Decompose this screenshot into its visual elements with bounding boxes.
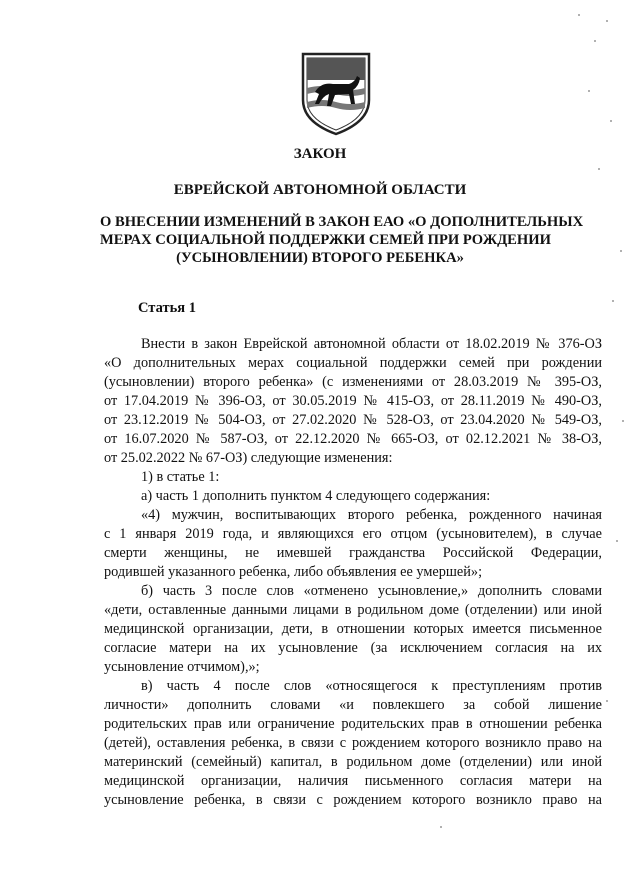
text-line: от 25.02.2022 № 67-ОЗ) следующие изменения: bbox=[104, 450, 393, 466]
text-line: Внести в закон Еврейской автономной области от 18.02.2019 № 376-ОЗ bbox=[141, 336, 602, 352]
coat-of-arms-emblem bbox=[297, 48, 375, 138]
document-subtitle: ЕВРЕЙСКОЙ АВТОНОМНОЙ ОБЛАСТИ bbox=[173, 182, 467, 198]
text-line: родившей указанного ребенка, либо объявления ее умершей»; bbox=[104, 564, 483, 580]
text-line: смерти женщины, не имевшей гражданства Российской Федерации, bbox=[104, 545, 602, 561]
text-line: от 23.12.2019 № 504-ОЗ, от 27.02.2020 № 528-ОЗ, от 23.04.2020 № 549-ОЗ, bbox=[104, 412, 602, 428]
text-line: (усыновлении) второго ребенка» (с изменениями от 28.03.2019 № 395-ОЗ, bbox=[104, 374, 602, 390]
text-line: с 1 января 2019 года, и являющихся его отцом (усыновителем), в случае bbox=[104, 526, 602, 542]
heading-line: О ВНЕСЕНИИ ИЗМЕНЕНИЙ В ЗАКОН ЕАО «О ДОПОЛНИТЕЛЬНЫХ bbox=[100, 214, 584, 230]
text-line: (детей), оставления ребенка, в связи с рождением которого возникло право на bbox=[104, 735, 602, 751]
text-line: а) часть 1 дополнить пунктом 4 следующего содержания: bbox=[141, 488, 491, 504]
text-line: согласие матери на их усыновление (за исключением согласия на их bbox=[104, 640, 602, 656]
text-line: «О дополнительных мерах социальной поддержки семей при рождении bbox=[104, 355, 602, 371]
text-line: личности» дополнить словами «и повлекшего за собой лишение bbox=[104, 697, 602, 713]
text-line: от 17.04.2019 № 396-ОЗ, от 30.05.2019 № 415-ОЗ, от 28.11.2019 № 490-ОЗ, bbox=[104, 393, 602, 409]
text-line: усыновление ребенка, в связи с рождением которого возникло право на bbox=[104, 792, 602, 808]
article-label: Статья 1 bbox=[138, 300, 196, 316]
text-line: медицинской организации, наличия письменного согласия матери на bbox=[104, 773, 602, 789]
text-line: «дети, оставленные данными лицами в родильном доме (отделении) или иной bbox=[104, 602, 602, 618]
text-line: в) часть 4 после слов «относящегося к преступлениям против bbox=[141, 678, 602, 694]
heading-line: МЕРАХ СОЦИАЛЬНОЙ ПОДДЕРЖКИ СЕМЕЙ ПРИ РОЖДЕНИИ bbox=[100, 232, 551, 248]
text-line: б) часть 3 после слов «отменено усыновление,» дополнить словами bbox=[141, 583, 602, 599]
law-heading bbox=[100, 213, 584, 267]
heading-line: (УСЫНОВЛЕНИИ) ВТОРОГО РЕБЕНКА» bbox=[176, 250, 464, 266]
text-line: от 16.07.2020 № 587-ОЗ, от 22.12.2020 № 665-ОЗ, от 02.12.2021 № 38-ОЗ, bbox=[104, 431, 602, 447]
text-line: материнский (семейный) капитал, в родильном доме (отделении) или иной bbox=[104, 754, 602, 770]
text-line: 1) в статье 1: bbox=[141, 469, 220, 485]
article-body bbox=[104, 335, 602, 810]
text-line: усыновление отчимом),»; bbox=[104, 659, 260, 675]
document-title: ЗАКОН bbox=[293, 146, 347, 162]
text-line: родительских прав или ограничение родительских прав в отношении ребенка bbox=[104, 716, 602, 732]
text-line: «4) мужчин, воспитывающих второго ребенка, рожденного начиная bbox=[141, 507, 602, 523]
text-line: медицинской организации, дети, в отношении которых имеется письменное bbox=[104, 621, 602, 637]
